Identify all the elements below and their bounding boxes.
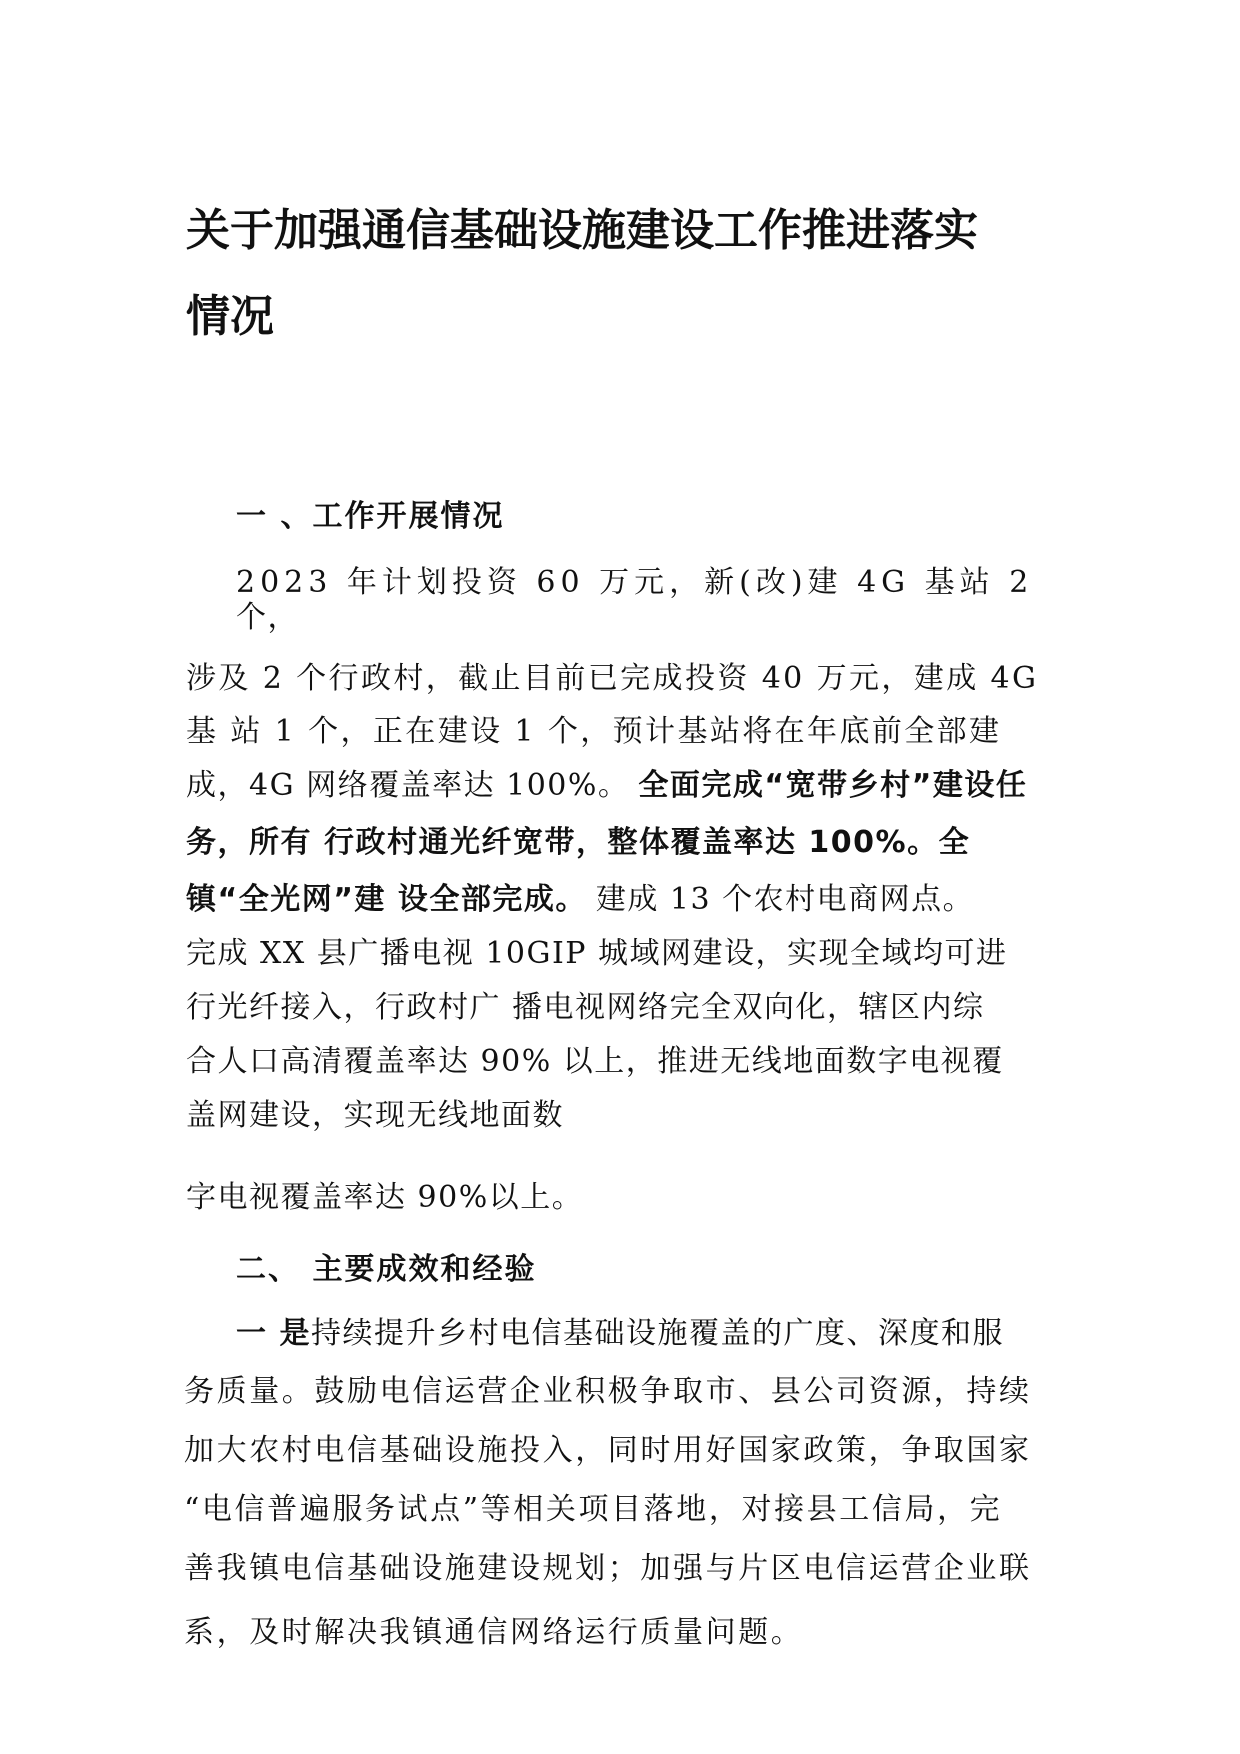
section-2-para-1-line-5: 善我镇电信基础设施建设规划；加强与片区电信运营企业联 bbox=[184, 1551, 1032, 1586]
section-2-heading: 二、 主要成效和经验 bbox=[236, 1252, 537, 1287]
section-2-para-1-line-6: 系，及时解决我镇通信网络运行质量问题。 bbox=[184, 1615, 804, 1650]
document-title bbox=[186, 188, 1086, 360]
section-1-line-11: 字电视覆盖率达 90%以上。 bbox=[186, 1180, 584, 1215]
section-1-line-5: 务，所有 行政村通光纤宽带，整体覆盖率达 100%。全 bbox=[186, 825, 971, 860]
section-1-line-2: 涉及 2 个行政村，截止目前已完成投资 40 万元，建成 4G bbox=[186, 661, 1039, 696]
section-2-para-1-line-1 bbox=[236, 1314, 1004, 1354]
section-1-line-3: 基 站 1 个，正在建设 1 个，预计基站将在年底前全部建 bbox=[186, 714, 1002, 749]
section-1-line-4 bbox=[186, 766, 1027, 806]
section-2-para-1-line-1-text: 持续提升乡村电信基础设施覆盖的广度、深度和服 bbox=[310, 1316, 1004, 1351]
section-2-para-1-line-3: 加大农村电信基础设施投入，同时用好国家政策，争取国家 bbox=[184, 1433, 1032, 1468]
section-1-line-9: 合人口高清覆盖率达 90% 以上，推进无线地面数字电视覆 bbox=[186, 1044, 1004, 1079]
section-1-line-4-plain: 成，4G 网络覆盖率达 100%。 bbox=[186, 768, 630, 803]
section-1-line-1: 2023 年计划投资 60 万元，新(改)建 4G 基站 2 bbox=[236, 565, 1034, 600]
section-2-para-1-lead: 一 是 bbox=[236, 1316, 311, 1351]
section-1-line-8: 行光纤接入，行政村广 播电视网络完全双向化，辖区内综 bbox=[186, 990, 985, 1025]
section-1-line-6-bold: 镇“全光网”建 设全部完成。 bbox=[186, 882, 587, 917]
section-2-para-1-line-4: “电信普遍服务试点”等相关项目落地，对接县工信局，完 bbox=[184, 1492, 1003, 1527]
section-2-para-1-line-2: 务质量。鼓励电信运营企业积极争取市、县公司资源，持续 bbox=[184, 1374, 1032, 1409]
title-line-2: 情况 bbox=[186, 291, 274, 342]
section-1-line-6 bbox=[186, 880, 974, 920]
section-1-line-6-plain: 建成 13 个农村电商网点。 bbox=[595, 882, 975, 917]
title-line-1: 关于加强通信基础设施建设工作推进落实 bbox=[186, 205, 978, 256]
section-1-heading: 一 、工作开展情况 bbox=[236, 499, 505, 534]
section-1-line-7: 完成 XX 县广播电视 10GIP 城域网建设，实现全域均可进 bbox=[186, 936, 1008, 971]
section-1-line-10: 盖网建设，实现无线地面数 bbox=[186, 1098, 564, 1133]
section-1-line-1b: 个， bbox=[236, 600, 299, 635]
section-1-line-4-bold: 全面完成“宽带乡村”建设任 bbox=[638, 768, 1028, 803]
